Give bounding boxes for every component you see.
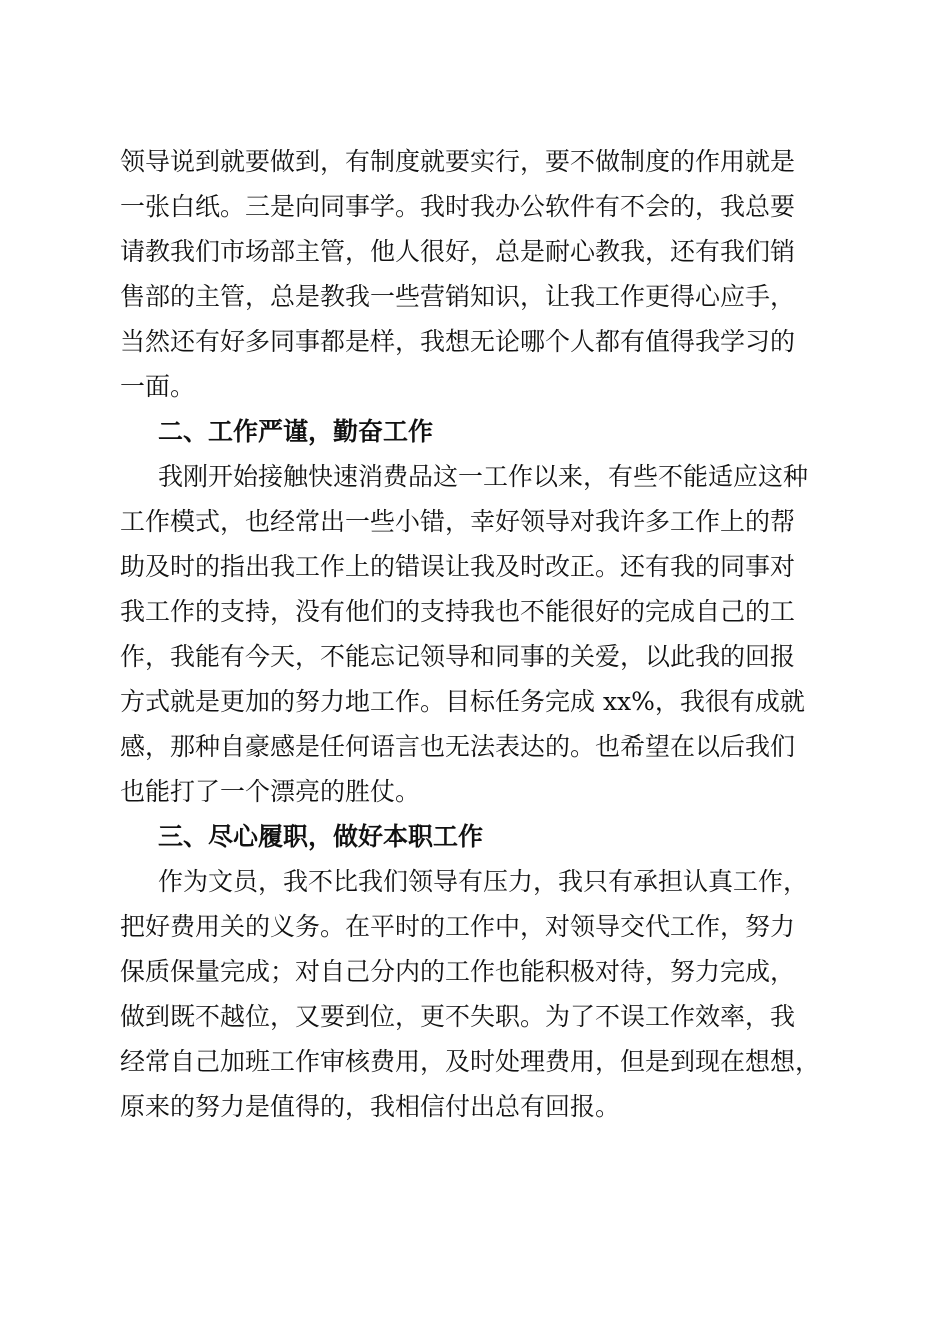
paragraph-line: 作，我能有今天，不能忘记领导和同事的关爱，以此我的回报: [120, 642, 796, 671]
paragraph-line: 工作模式，也经常出一些小错，幸好领导对我许多工作上的帮: [120, 507, 796, 536]
paragraph-line: 领导说到就要做到，有制度就要实行，要不做制度的作用就是: [120, 147, 796, 176]
paragraph-line: 我工作的支持，没有他们的支持我也不能很好的完成自己的工: [120, 597, 796, 626]
section-heading-2: 二、工作严谨，勤奋工作: [158, 417, 434, 446]
paragraph-line: 一面。: [120, 372, 196, 401]
paragraph-line: 方式就是更加的努力地工作。目标任务完成 xx%，我很有成就: [120, 687, 805, 716]
paragraph-line: 我刚开始接触快速消费品这一工作以来，有些不能适应这种: [158, 462, 809, 491]
paragraph-line: 感，那种自豪感是任何语言也无法表达的。也希望在以后我们: [120, 732, 796, 761]
paragraph-line: 售部的主管，总是教我一些营销知识，让我工作更得心应手，: [120, 282, 796, 311]
paragraph-line: 原来的努力是值得的，我相信付出总有回报。: [120, 1092, 621, 1121]
paragraph-line: 保质保量完成；对自己分内的工作也能积极对待，努力完成，: [120, 957, 796, 986]
paragraph-line: 请教我们市场部主管，他人很好，总是耐心教我，还有我们销: [120, 237, 796, 266]
paragraph-line: 当然还有好多同事都是样，我想无论哪个人都有值得我学习的: [120, 327, 796, 356]
paragraph-line: 把好费用关的义务。在平时的工作中，对领导交代工作，努力: [120, 912, 796, 941]
paragraph-line: 一张白纸。三是向同事学。我时我办公软件有不会的，我总要: [120, 192, 796, 221]
paragraph-line: 作为文员，我不比我们领导有压力，我只有承担认真工作，: [158, 867, 809, 896]
paragraph-line: 经常自己加班工作审核费用，及时处理费用，但是到现在想想，: [120, 1047, 821, 1076]
section-heading-3: 三、尽心履职，做好本职工作: [158, 822, 484, 851]
paragraph-line: 也能打了一个漂亮的胜仗。: [120, 777, 421, 806]
paragraph-line: 助及时的指出我工作上的错误让我及时改正。还有我的同事对: [120, 552, 796, 581]
paragraph-line: 做到既不越位，又要到位，更不失职。为了不误工作效率，我: [120, 1002, 796, 1031]
